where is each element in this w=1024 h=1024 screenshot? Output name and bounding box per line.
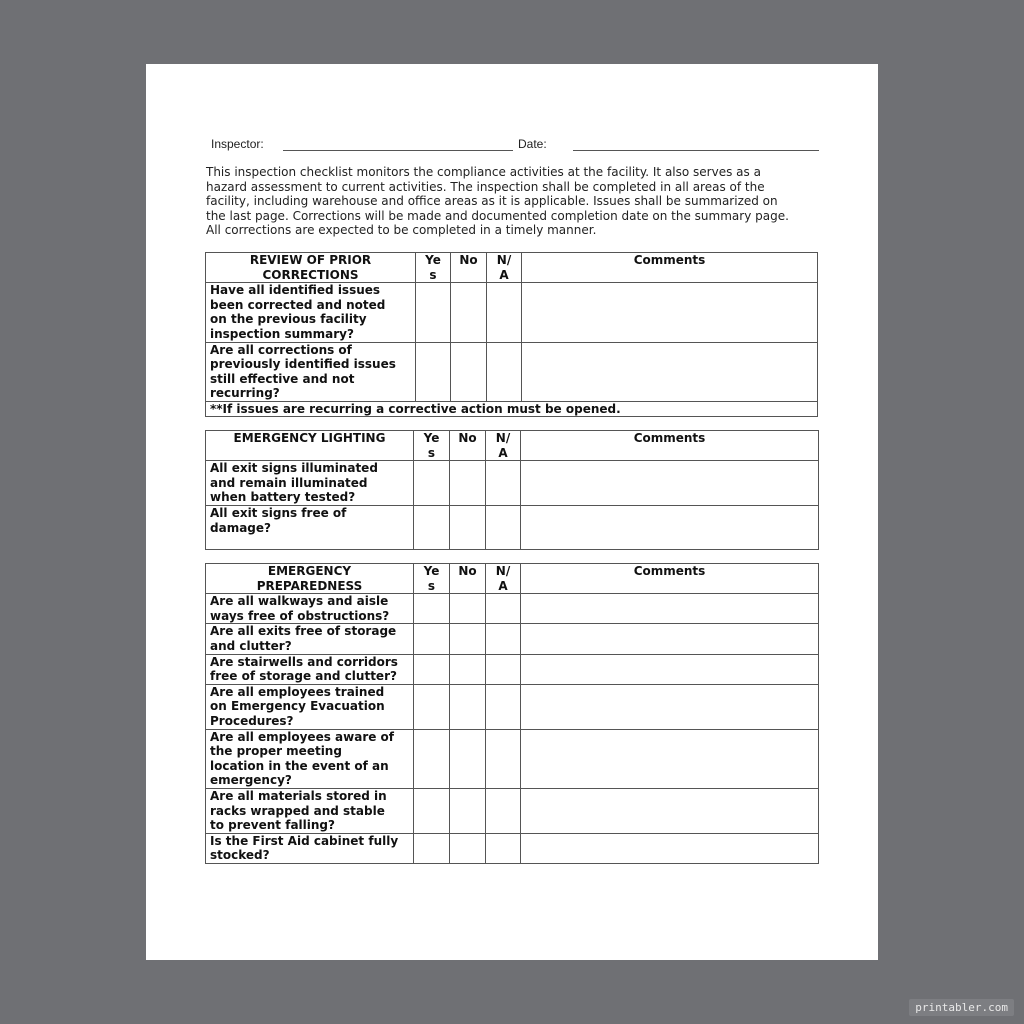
yes-cell[interactable] bbox=[414, 788, 450, 833]
yes-cell[interactable] bbox=[416, 342, 451, 401]
checklist-table-emergency-preparedness bbox=[205, 563, 819, 864]
column-no: No bbox=[451, 253, 487, 283]
question-cell: Is the First Aid cabinet fully stocked? bbox=[206, 833, 414, 863]
no-cell[interactable] bbox=[450, 461, 486, 506]
yes-cell[interactable] bbox=[414, 505, 450, 549]
yes-cell[interactable] bbox=[414, 461, 450, 506]
table-row bbox=[206, 401, 818, 416]
no-cell[interactable] bbox=[450, 594, 486, 624]
na-cell[interactable] bbox=[486, 788, 521, 833]
intro-line: hazard assessment to current activities. The inspection shall be completed in all areas of the bbox=[206, 179, 765, 194]
na-cell[interactable] bbox=[487, 342, 522, 401]
na-cell[interactable] bbox=[486, 505, 521, 549]
column-comments: Comments bbox=[521, 431, 819, 461]
comments-cell[interactable] bbox=[521, 594, 819, 624]
na-cell[interactable] bbox=[487, 283, 522, 342]
question-cell: Are all exits free of storage and clutter? bbox=[206, 624, 414, 654]
no-cell[interactable] bbox=[450, 729, 486, 788]
column-comments: Comments bbox=[522, 253, 818, 283]
na-cell[interactable] bbox=[486, 684, 521, 729]
yes-cell[interactable] bbox=[416, 283, 451, 342]
checklist-table-emergency-lighting bbox=[205, 430, 819, 550]
no-cell[interactable] bbox=[450, 624, 486, 654]
intro-line: the last page. Corrections will be made and documented completion date on the summary page. bbox=[206, 208, 789, 223]
table-row bbox=[206, 654, 819, 684]
na-cell[interactable] bbox=[486, 594, 521, 624]
column-no: No bbox=[450, 564, 486, 594]
na-cell[interactable] bbox=[486, 624, 521, 654]
column-yes: Ye s bbox=[414, 564, 450, 594]
yes-cell[interactable] bbox=[414, 654, 450, 684]
column-comments: Comments bbox=[521, 564, 819, 594]
inspector-field[interactable] bbox=[283, 150, 513, 151]
yes-cell[interactable] bbox=[414, 594, 450, 624]
table-row bbox=[206, 505, 819, 549]
column-na: N/ A bbox=[486, 564, 521, 594]
comments-cell[interactable] bbox=[521, 729, 819, 788]
comments-cell[interactable] bbox=[521, 684, 819, 729]
table-row bbox=[206, 283, 818, 342]
yes-cell[interactable] bbox=[414, 624, 450, 654]
column-yes: Ye s bbox=[414, 431, 450, 461]
table-row bbox=[206, 684, 819, 729]
yes-cell[interactable] bbox=[414, 833, 450, 863]
na-cell[interactable] bbox=[486, 833, 521, 863]
table-row bbox=[206, 461, 819, 506]
table-row bbox=[206, 729, 819, 788]
no-cell[interactable] bbox=[451, 283, 487, 342]
intro-line: facility, including warehouse and office areas as it is applicable. Issues shall be summarized on bbox=[206, 194, 778, 209]
comments-cell[interactable] bbox=[522, 342, 818, 401]
question-cell: All exit signs free of damage? bbox=[206, 505, 414, 549]
date-label: Date: bbox=[518, 137, 547, 151]
question-cell: All exit signs illuminated and remain illuminated when battery tested? bbox=[206, 461, 414, 506]
no-cell[interactable] bbox=[450, 788, 486, 833]
question-cell: Are all employees trained on Emergency Evacuation Procedures? bbox=[206, 684, 414, 729]
intro-paragraph bbox=[206, 165, 826, 238]
section-title: REVIEW OF PRIOR CORRECTIONS bbox=[206, 253, 416, 283]
table-row bbox=[206, 833, 819, 863]
inspector-label: Inspector: bbox=[211, 137, 264, 151]
comments-cell[interactable] bbox=[522, 283, 818, 342]
comments-cell[interactable] bbox=[521, 833, 819, 863]
no-cell[interactable] bbox=[450, 505, 486, 549]
no-cell[interactable] bbox=[450, 684, 486, 729]
column-na: N/ A bbox=[486, 431, 521, 461]
checklist-table-review-of-prior-corrections bbox=[205, 252, 818, 417]
recurring-note: **If issues are recurring a corrective action must be opened. bbox=[206, 401, 818, 416]
section-title: EMERGENCY LIGHTING bbox=[206, 431, 414, 461]
question-cell: Are all materials stored in racks wrapped and stable to prevent falling? bbox=[206, 788, 414, 833]
question-cell: Are all corrections of previously identified issues still effective and not recurring? bbox=[206, 342, 416, 401]
na-cell[interactable] bbox=[486, 654, 521, 684]
no-cell[interactable] bbox=[450, 654, 486, 684]
comments-cell[interactable] bbox=[521, 461, 819, 506]
yes-cell[interactable] bbox=[414, 729, 450, 788]
comments-cell[interactable] bbox=[521, 505, 819, 549]
table-row bbox=[206, 594, 819, 624]
column-yes: Ye s bbox=[416, 253, 451, 283]
watermark-badge: printabler.com bbox=[909, 999, 1014, 1016]
no-cell[interactable] bbox=[450, 833, 486, 863]
na-cell[interactable] bbox=[486, 729, 521, 788]
question-cell: Have all identified issues been corrected and noted on the previous facility inspection summary? bbox=[206, 283, 416, 342]
intro-line: This inspection checklist monitors the compliance activities at the facility. It also serves as a bbox=[206, 165, 761, 179]
intro-line: All corrections are expected to be completed in a timely manner. bbox=[206, 223, 597, 238]
question-cell: Are stairwells and corridors free of storage and clutter? bbox=[206, 654, 414, 684]
comments-cell[interactable] bbox=[521, 654, 819, 684]
comments-cell[interactable] bbox=[521, 624, 819, 654]
table-row bbox=[206, 342, 818, 401]
yes-cell[interactable] bbox=[414, 684, 450, 729]
table-row bbox=[206, 788, 819, 833]
document-page bbox=[146, 64, 878, 960]
column-no: No bbox=[450, 431, 486, 461]
date-field[interactable] bbox=[573, 150, 819, 151]
section-title: EMERGENCY PREPAREDNESS bbox=[206, 564, 414, 594]
column-na: N/ A bbox=[487, 253, 522, 283]
comments-cell[interactable] bbox=[521, 788, 819, 833]
question-cell: Are all employees aware of the proper meeting location in the event of an emergency? bbox=[206, 729, 414, 788]
question-cell: Are all walkways and aisle ways free of obstructions? bbox=[206, 594, 414, 624]
table-row bbox=[206, 624, 819, 654]
no-cell[interactable] bbox=[451, 342, 487, 401]
na-cell[interactable] bbox=[486, 461, 521, 506]
